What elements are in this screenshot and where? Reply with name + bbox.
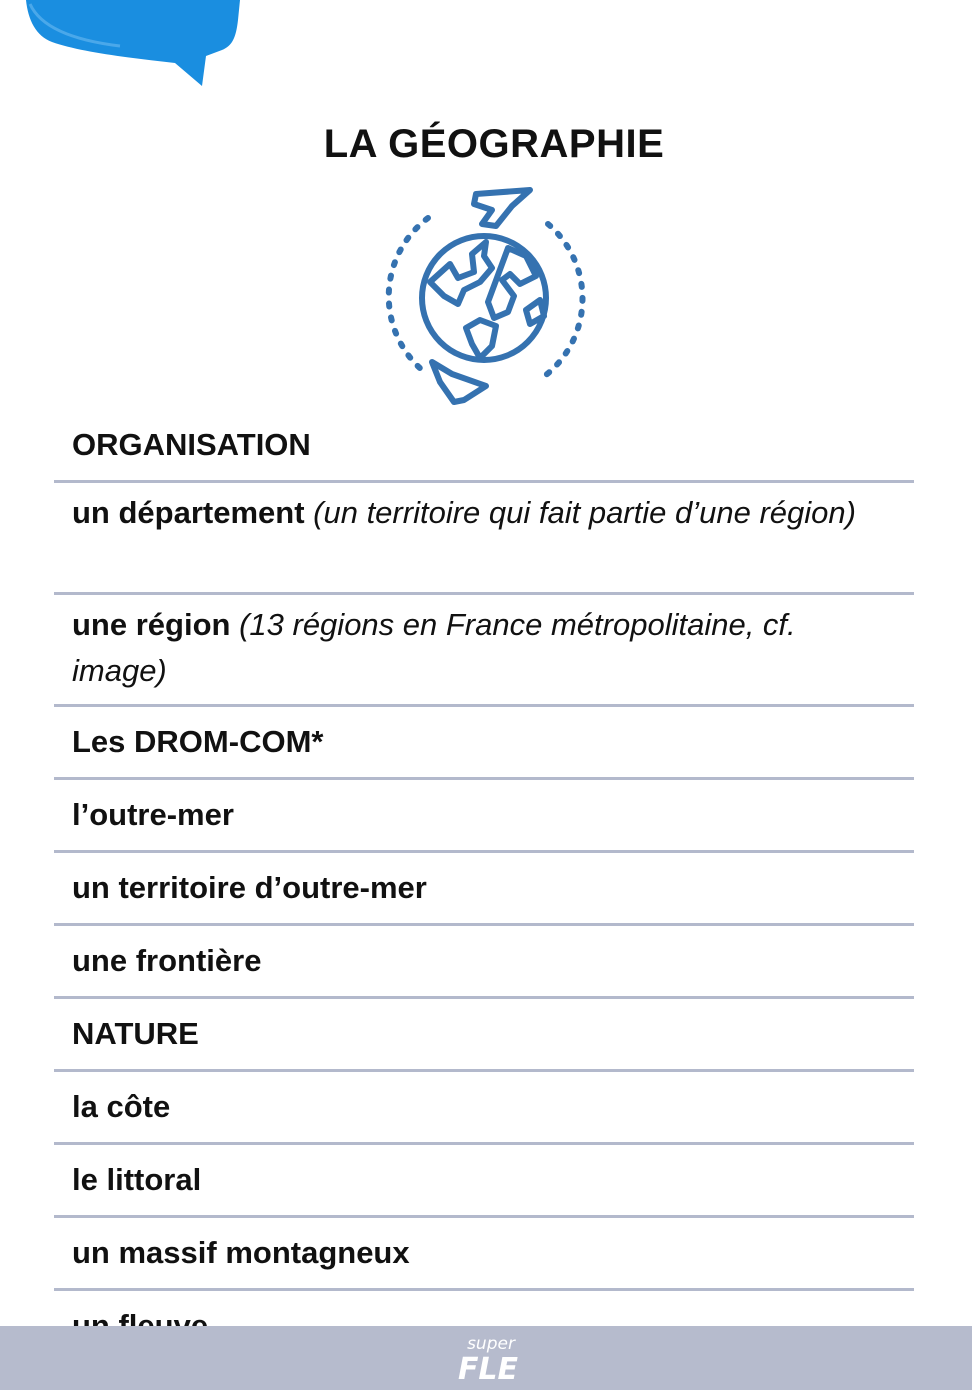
vocab-row	[54, 1145, 914, 1215]
vocab-term: un département	[72, 495, 305, 530]
speech-bubble-icon	[0, 0, 260, 95]
globe-planes-icon	[380, 184, 590, 410]
vocab-term: une frontière	[72, 943, 262, 978]
vocab-row	[54, 780, 914, 850]
logo-bottom-text: FLE	[457, 1352, 519, 1387]
super-fle-logo	[455, 1329, 525, 1387]
vocab-row	[54, 483, 914, 592]
vocab-row	[54, 853, 914, 923]
section-heading-organisation	[54, 410, 914, 480]
vocab-term: un territoire d’outre-mer	[72, 870, 427, 905]
section-heading-nature	[54, 999, 914, 1069]
vocab-term: ORGANISATION	[72, 427, 311, 462]
logo-top-text: super	[467, 1334, 515, 1354]
vocab-row	[54, 707, 914, 777]
vocab-term: l’outre-mer	[72, 797, 234, 832]
vocab-row	[54, 1218, 914, 1288]
vocabulary-list	[54, 410, 914, 1361]
vocab-row	[54, 1072, 914, 1142]
vocab-term: le littoral	[72, 1162, 202, 1197]
vocab-gloss: (un territoire qui fait partie d’une région)	[313, 495, 856, 530]
vocab-term: Les DROM-COM*	[72, 724, 324, 759]
vocab-term: NATURE	[72, 1016, 199, 1051]
vocab-row	[54, 926, 914, 996]
vocab-row	[54, 595, 914, 704]
vocab-term: une région	[72, 607, 231, 642]
vocab-gloss: (13 régions en France métropolitaine, cf. image)	[72, 607, 796, 688]
vocab-term: un massif montagneux	[72, 1235, 410, 1270]
vocab-term: la côte	[72, 1089, 171, 1124]
page-title: LA GÉOGRAPHIE	[323, 122, 665, 166]
